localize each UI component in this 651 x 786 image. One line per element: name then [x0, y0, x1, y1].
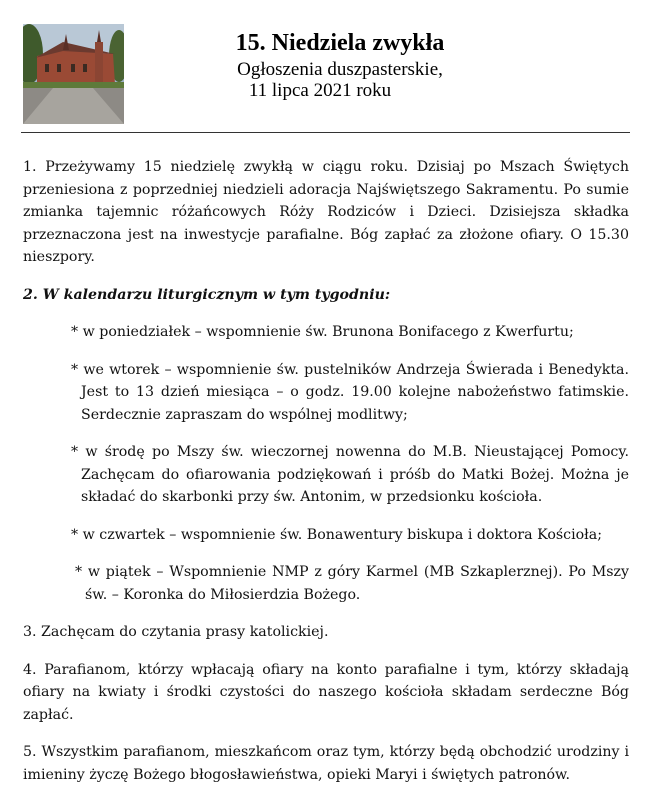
calendar-wednesday: * w środę po Mszy św. wieczornej nowenna do M.B. Nieustającej Pomocy. Zachęcam do ofiarowania podziękowań i próśb do Matki Bożej. Można je składać do skarbonki przy św. Antonim, w przedsionku kościoła. [71, 444, 629, 505]
church-photo [23, 24, 124, 124]
calendar-thursday: * w czwartek – wspomnienie św. Bonawentury biskupa i doktora Kościoła; [71, 526, 603, 543]
announcement-5: 5. Wszystkim parafianom, mieszkańcom oraz tym, którzy będą obchodzić urodziny i imieniny życzę Bożego błogosławieństwa, opieki Maryi i świętych patronów. [23, 744, 629, 783]
announcement-3: 3. Zachęcam do czytania prasy katolickiej. [23, 624, 329, 640]
header-divider [21, 132, 630, 133]
announcement-4: 4. Parafianom, którzy wpłacają ofiary na konto parafialne i tym, którzy składają ofiary na kwiaty i środki czystości do naszego kościoła składam serdeczne Bóg zapłać. [23, 661, 629, 723]
announcement-1: 1. Przeżywamy 15 niedzielę zwykłą w ciągu roku. Dzisiaj po Mszach Świętych przeniesiona z poprzedniej niedzieli adoracja Najświętszego Sakramentu. Po sumie zmianka tajemnic różańcowych Róży Rodziców i Dzieci. Dzisiejsza składka przeznaczona jest na inwestycje parafialne. Bóg zapłać za złożone ofiary. O 15.30 nieszpory. [23, 159, 629, 265]
announcement-2-heading: 2. W kalendarzu liturgicznym w tym tygodniu: [23, 286, 391, 303]
calendar-friday: * w piątek – Wspomnienie NMP z góry Karmel (MB Szkaplerznej). Po Mszy św. – Koronka do Miłosierdzia Bożego. [75, 564, 629, 603]
page-title: 15. Niedziela zwykła [235, 30, 445, 56]
bulletin-date: 11 lipca 2021 roku [248, 80, 392, 101]
page-subtitle: Ogłoszenia duszpasterskie, [237, 59, 443, 80]
calendar-monday: * w poniedziałek – wspomnienie św. Brunona Bonifacego z Kwerfurtu; [71, 324, 574, 340]
announcements-body [23, 156, 629, 786]
calendar-tuesday: * we wtorek – wspomnienie św. pustelników Andrzeja Świerada i Benedykta. Jest to 13 dzień miesiąca – o godz. 19.00 kolejne nabożeństwo fatimskie. Serdecznie zapraszam do wspólnej modlitwy; [71, 361, 629, 423]
